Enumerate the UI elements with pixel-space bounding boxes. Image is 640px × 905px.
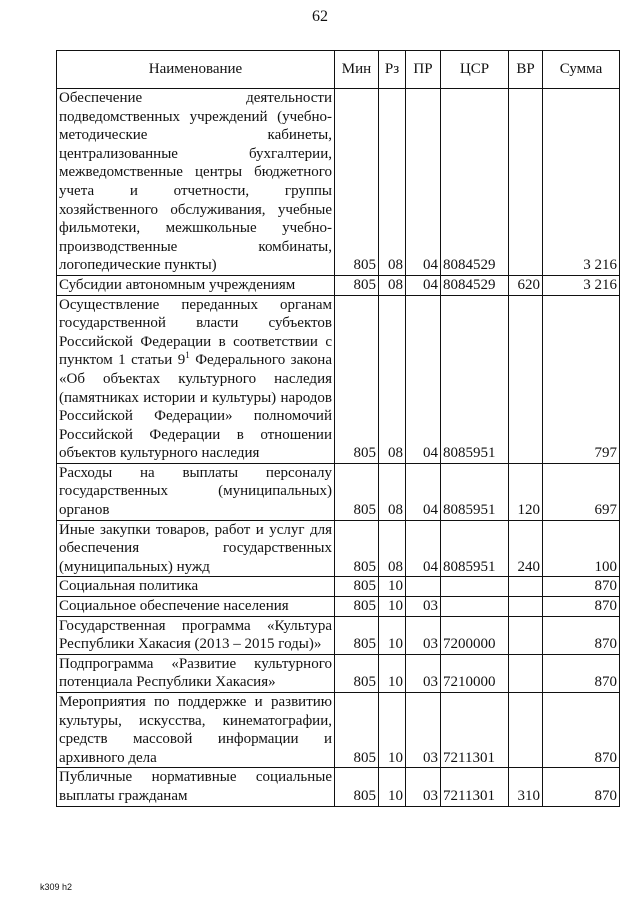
table-row <box>57 89 620 276</box>
row-sum: 870 <box>543 768 620 806</box>
row-pr: 03 <box>406 768 441 806</box>
table-row <box>57 616 620 654</box>
header-sum: Сумма <box>543 51 620 89</box>
row-rz: 10 <box>379 768 406 806</box>
row-csr: 7210000 <box>441 654 509 692</box>
row-csr: 8084529 <box>441 89 509 276</box>
row-sum: 797 <box>543 295 620 463</box>
row-name: Подпрограмма «Развитие культурного потенциала Республики Хакасия» <box>57 654 335 692</box>
row-min: 805 <box>335 654 379 692</box>
row-min: 805 <box>335 616 379 654</box>
row-name <box>57 295 335 463</box>
row-rz: 10 <box>379 616 406 654</box>
row-name: Обеспечение деятельности подведомственных учреждений (учебно-методические кабинеты, централизованные бухгалтерии, межведомственные центры бюджетного учета и отчетности, группы хозяйственного обслуживания, учебные фильмотеки, межшкольные учебно-производственные комбинаты, логопедические пункты) <box>57 89 335 276</box>
row-sum: 870 <box>543 597 620 617</box>
header-vr: ВР <box>509 51 543 89</box>
row-min: 805 <box>335 89 379 276</box>
row-csr: 8085951 <box>441 520 509 577</box>
row-name-part: Федерального закона «Об объектах культурного наследия (памятниках истории и культуры) народов Российской Федерации» полномочий Российской Федерации в отношении объектов культурного наследия <box>59 352 332 462</box>
table-row <box>57 275 620 295</box>
row-csr <box>441 577 509 597</box>
row-vr <box>509 693 543 768</box>
row-csr: 7200000 <box>441 616 509 654</box>
row-vr: 240 <box>509 520 543 577</box>
row-sum: 870 <box>543 616 620 654</box>
row-pr: 03 <box>406 616 441 654</box>
row-vr: 120 <box>509 463 543 520</box>
row-rz: 10 <box>379 577 406 597</box>
row-rz: 10 <box>379 597 406 617</box>
row-pr: 04 <box>406 520 441 577</box>
row-min: 805 <box>335 520 379 577</box>
row-sum: 870 <box>543 577 620 597</box>
page-number: 62 <box>312 8 328 25</box>
budget-table <box>56 50 620 807</box>
row-pr <box>406 577 441 597</box>
row-csr <box>441 597 509 617</box>
row-csr: 8085951 <box>441 463 509 520</box>
row-rz: 10 <box>379 654 406 692</box>
row-sum: 697 <box>543 463 620 520</box>
row-sum: 3 216 <box>543 89 620 276</box>
table-row <box>57 295 620 463</box>
row-pr: 04 <box>406 89 441 276</box>
row-pr: 03 <box>406 597 441 617</box>
table-row <box>57 654 620 692</box>
row-min: 805 <box>335 295 379 463</box>
table-header-row <box>57 51 620 89</box>
row-min: 805 <box>335 693 379 768</box>
row-vr <box>509 577 543 597</box>
row-pr: 03 <box>406 654 441 692</box>
row-pr: 04 <box>406 463 441 520</box>
row-name: Мероприятия по поддержке и развитию культуры, искусства, кинематографии, средств массовой информации и архивного дела <box>57 693 335 768</box>
row-rz: 08 <box>379 295 406 463</box>
row-pr: 04 <box>406 295 441 463</box>
row-name: Государственная программа «Культура Республики Хакасия (2013 – 2015 годы)» <box>57 616 335 654</box>
row-vr <box>509 89 543 276</box>
row-vr <box>509 616 543 654</box>
row-rz: 08 <box>379 275 406 295</box>
row-rz: 08 <box>379 89 406 276</box>
row-name: Социальная политика <box>57 577 335 597</box>
row-min: 805 <box>335 463 379 520</box>
row-sum: 870 <box>543 693 620 768</box>
row-vr: 310 <box>509 768 543 806</box>
row-csr: 7211301 <box>441 693 509 768</box>
row-pr: 03 <box>406 693 441 768</box>
row-name: Социальное обеспечение населения <box>57 597 335 617</box>
row-min: 805 <box>335 768 379 806</box>
table-row <box>57 768 620 806</box>
row-sum: 100 <box>543 520 620 577</box>
footer-code: k309 h2 <box>40 882 73 892</box>
header-csr: ЦСР <box>441 51 509 89</box>
row-name: Расходы на выплаты персоналу государственных (муниципальных) органов <box>57 463 335 520</box>
row-csr: 7211301 <box>441 768 509 806</box>
row-csr: 8084529 <box>441 275 509 295</box>
header-name: Наименование <box>57 51 335 89</box>
row-sum: 3 216 <box>543 275 620 295</box>
header-pr: ПР <box>406 51 441 89</box>
table-row <box>57 520 620 577</box>
row-min: 805 <box>335 597 379 617</box>
table-row <box>57 463 620 520</box>
row-min: 805 <box>335 577 379 597</box>
row-vr <box>509 654 543 692</box>
row-vr: 620 <box>509 275 543 295</box>
row-vr <box>509 597 543 617</box>
row-name: Иные закупки товаров, работ и услуг для обеспечения государственных (муниципальных) нужд <box>57 520 335 577</box>
row-rz: 08 <box>379 463 406 520</box>
row-vr <box>509 295 543 463</box>
footnote-superscript: 1 <box>185 350 190 361</box>
row-min: 805 <box>335 275 379 295</box>
row-sum: 870 <box>543 654 620 692</box>
row-rz: 10 <box>379 693 406 768</box>
row-pr: 04 <box>406 275 441 295</box>
row-rz: 08 <box>379 520 406 577</box>
row-name: Субсидии автономным учреждениям <box>57 275 335 295</box>
table-row <box>57 577 620 597</box>
header-min: Мин <box>335 51 379 89</box>
row-csr: 8085951 <box>441 295 509 463</box>
row-name: Публичные нормативные социальные выплаты гражданам <box>57 768 335 806</box>
row-name-part: Осуществление переданных органам государственной власти субъектов Российской Федерации в соответствии с пунктом 1 статьи 9 <box>59 296 332 369</box>
table-row <box>57 693 620 768</box>
table-row <box>57 597 620 617</box>
header-rz: Рз <box>379 51 406 89</box>
